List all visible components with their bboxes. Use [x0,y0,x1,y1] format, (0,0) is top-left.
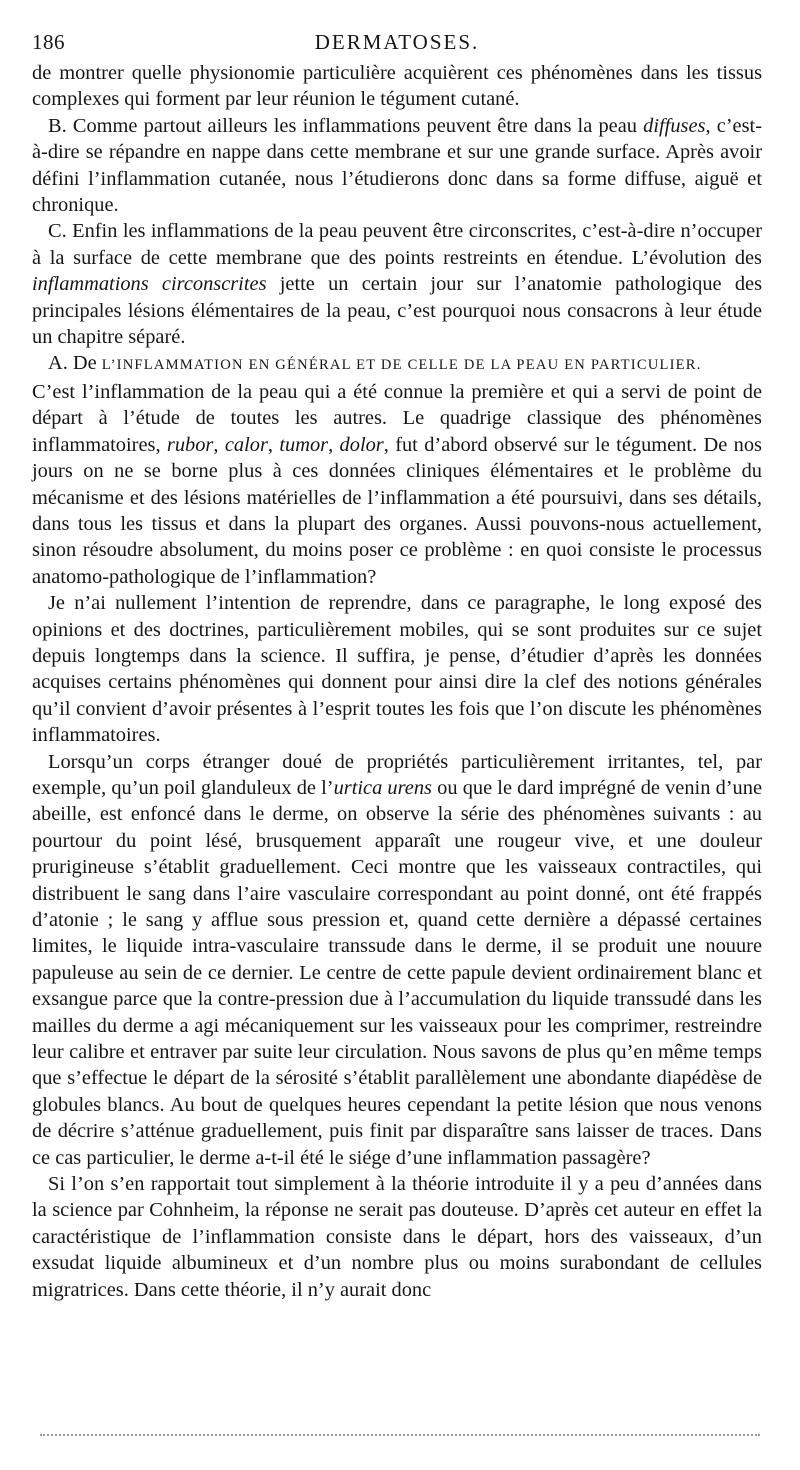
page-header [32,30,762,58]
italic-run: urtica urens [333,776,432,799]
paragraph-corps-etranger [32,749,762,1172]
text-run: , c’est-à-dire se répandre en nappe dans cette membrane et sur une grande surface. Après avoir défini l’inflammation cutanée, nous l’étudierons donc dans sa forme diffuse, aiguë et chronique. [32,114,762,217]
section-heading [32,350,762,378]
text-run: , [267,433,280,456]
small-caps-run: L’INFLAMMATION EN GÉNÉRAL ET DE CELLE DE LA PEAU EN PARTICULIER. [101,357,702,374]
text-run: Je n’ai nullement l’intention de reprendre, dans ce paragraphe, le long exposé des opinions et des doctrines, particulièrement mobiles, qui se sont produites sur ce sujet depuis longtemps dans la science. Il suffira, je pense, d’étudier d’après les données acquises certains phénomènes qui donnent pour ainsi dire la clef des notions générales qu’il convient d’avoir présentes à l’esprit toutes les fois que l’on discute les phénomènes inflammatoires. [32,592,762,747]
paragraph-intention [32,590,762,748]
text-run: , [213,433,225,456]
text-run: ou que le dard imprégné de venin d’une abeille, est enfoncé dans le derme, on observe la série des phénomènes suivants : au pourtour du point lésé, brusquement apparaît une rougeur vive, et une douleur prurigineuse s’établit graduellement. Ceci montre que les vaisseaux contractiles, qui distribuent le sang dans l’aire vasculaire correspondant au point donné, ont été frappés d’atonie ; le sang y afflue sous pression et, quand cette dernière a dépassé certaines limites, le liquide intra-vasculaire transsude dans le derme, il se produit une nouure papuleuse au sein de ce dernier. Le centre de cette papule devient ordinairement blanc et exsangue parce que la contre-pression due à l’accumulation du liquide transsudé dans les mailles du derme a agi mécaniquement sur les vaisseaux pour les comprimer, restreindre leur calibre et entraver par suite leur circulation. Nous savons de plus qu’en même temps que s’effectue le départ de la sérosité s’établit parallèlement une abondante diapédèse de globules blancs. Au bout de quelques heures cependant la petite lésion que nous venons de décrire s’atténue graduellement, puis finit par disparaître sans laisser de traces. Dans ce cas particulier, le derme a-t-il été le siége d’une inflammation passagère? [32,776,763,1169]
italic-run: tumor [279,433,329,456]
text-run: C. Enfin les inflammations de la peau peuvent être circonscrites, c’est-à-dire n’occuper à la surface de cette membrane que des points restreints en étendue. L’évolution des [32,220,762,269]
text-run: Si l’on s’en rapportait tout simplement à la théorie introduite il y a peu d’années dans la science par Cohnheim, la réponse ne serait pas douteuse. D’après cet auteur en effet la caractéristique de l’inflammation consiste dans le départ, hors des vaisseaux, d’un exsudat liquide albumineux et d’un nombre plus ou moins surabondant de cellules migratrices. Dans cette théorie, il n’y aurait donc [32,1173,762,1301]
paragraph-cohnheim [32,1171,762,1303]
italic-run: diffuses [643,114,706,137]
text-run: de montrer quelle physionomie particulière acquièrent ces phénomènes dans les tissus complexes qui forment par leur réunion le tégument cutané. [32,62,762,111]
italic-run: rubor [166,433,214,456]
text-run: B. Comme partout ailleurs les inflammations peuvent être dans la peau [48,114,644,137]
text-run: , [328,433,340,456]
page-number: 186 [32,30,65,54]
paragraph-inflammation-peau [32,379,762,590]
text-run: Lorsqu’un corps étranger doué de propriétés particulièrement irritantes, tel, par exemple, qu’un poil glanduleux de l’ [32,750,762,799]
page-body [32,60,762,1303]
paragraph-diffuses [32,113,762,219]
running-title: DERMATOSES. [314,30,480,54]
text-run: , fut d’abord observé sur le tégument. De nos jours on ne se borne plus à ces données cliniques élémentaires et le problème du mécanisme et des lésions matérielles de l’inflammation a été poursuivi, dans ses détails, dans tous les tissus et dans la plupart des organes. Aussi pouvons-nous actuellement, sinon résoudre absolument, du moins poser ce problème : en quoi consiste le processus anatomo-pathologique de l’inflammation? [32,433,762,588]
text-run: C’est l’inflammation de la peau qui a été connue la première et qui a servi de point de départ à l’étude de toutes les autres. Le quadrige classique des phénomènes inflammatoires, [32,380,762,456]
text-run: jette un certain jour sur l’anatomie pathologique des principales lésions élémentaires de la peau, c’est pourquoi nous consacrons à leur étude un chapitre séparé. [32,273,763,349]
text-run: A. De [48,352,102,375]
italic-run: calor [224,433,268,456]
italic-run: dolor [339,433,384,456]
italic-run: inflammations circonscrites [32,273,267,296]
paragraph-circonscrites [32,218,762,350]
paragraph-continued [32,60,762,113]
bottom-dotted-rule [40,1434,760,1436]
